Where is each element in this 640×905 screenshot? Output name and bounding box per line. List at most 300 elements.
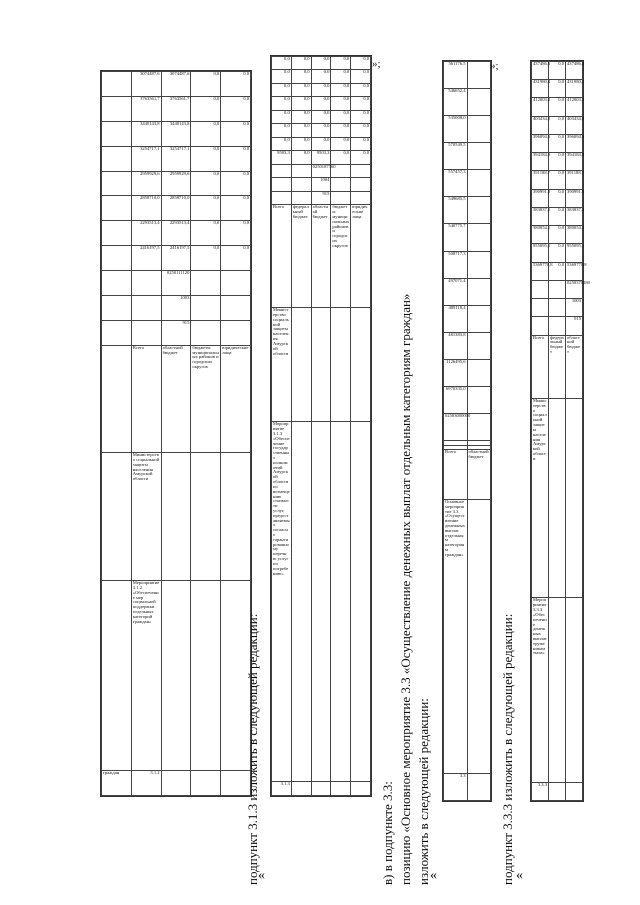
table-cell [102, 320, 132, 345]
table-cell: Министерство социальной защиты населения Амурской области [131, 453, 161, 581]
table-cell [467, 359, 491, 386]
table-fragment-333 [530, 60, 590, 802]
table-33 [443, 61, 491, 801]
table-cell: 0,0 [191, 146, 221, 171]
table-cell: 0,0 [351, 124, 371, 137]
table-cell [331, 782, 351, 796]
table-cell: 0,0 [221, 121, 251, 146]
table-cell: 9503,3 [311, 151, 331, 164]
table-cell [221, 271, 251, 296]
table-cell [102, 246, 132, 271]
table-cell: 1126495,6 [444, 359, 468, 386]
table-cell: 3.1.2 [131, 770, 161, 795]
table-cell: 0,0 [351, 83, 371, 96]
table-row [102, 271, 251, 296]
table-cell: 2293513,4 [131, 221, 161, 246]
table-cell [131, 296, 161, 321]
table-cell [291, 191, 311, 204]
table-cell: областной бюджет [566, 335, 583, 399]
table-cell: 0,0 [272, 137, 292, 150]
table-cell: областной бюджет [311, 205, 331, 308]
table-cell: 0,0 [351, 151, 371, 164]
table-cell: 0,0 [272, 83, 292, 96]
table-cell: Основное мероприятие 3.3 «Осуществление денежных выплат отдельным категориям граждан» [444, 499, 468, 773]
table-cell: 0,0 [549, 244, 566, 262]
table-cell: 3.1.3 [272, 782, 292, 796]
table-cell: 3763561,7 [161, 96, 191, 121]
table-cell: 5369770,8 [566, 262, 583, 280]
table-cell: 0,0 [549, 134, 566, 152]
table-cell: 403434,0 [532, 116, 549, 134]
table-row [532, 98, 583, 116]
table-cell [102, 72, 132, 97]
close-mark-1: »; [372, 58, 381, 70]
table-cell: 0,0 [272, 124, 292, 137]
table-cell: 0,0 [351, 110, 371, 123]
table-cell: 1003 [566, 299, 583, 317]
table-cell [351, 308, 371, 422]
table-cell [351, 782, 371, 796]
table-cell: 0,0 [191, 121, 221, 146]
table-cell: 3440143,8 [161, 121, 191, 146]
table-cell [331, 308, 351, 422]
table-cell: 0,0 [331, 110, 351, 123]
table-cell: 390991,8 [532, 189, 549, 207]
table-row [272, 164, 371, 177]
table-row [444, 414, 491, 441]
table-cell [291, 178, 311, 191]
table-cell: 9503,3 [272, 151, 292, 164]
table-cell: 0,0 [221, 146, 251, 171]
table-row [444, 197, 491, 224]
table-row [532, 189, 583, 207]
table-cell [549, 280, 566, 298]
table-cell: 0250111120 [161, 271, 191, 296]
table-row [272, 151, 371, 164]
table-cell: 0,0 [311, 70, 331, 83]
table-cell: 0,0 [191, 196, 221, 221]
table-cell [221, 453, 251, 581]
table-row [444, 305, 491, 332]
table-cell: 2416197,5 [161, 246, 191, 271]
table-cell [566, 399, 583, 598]
table-cell: федеральный бюджет [549, 335, 566, 399]
table-cell [467, 499, 491, 773]
table-cell [191, 581, 221, 771]
table-cell [549, 399, 566, 598]
table-cell [467, 116, 491, 143]
table-row [272, 137, 371, 150]
table-cell [331, 178, 351, 191]
table-cell: 383837,2 [566, 207, 583, 225]
table-cell: 0,0 [221, 221, 251, 246]
table-cell: 549685,5 [444, 197, 468, 224]
table-row [102, 171, 251, 196]
table-cell [191, 271, 221, 296]
table-row [444, 278, 491, 305]
table-cell: 0250187760 [311, 164, 331, 177]
table-cell: 2416197,5 [131, 246, 161, 271]
table-cell: 0,0 [221, 246, 251, 271]
table-cell: 394184,9 [566, 153, 583, 171]
table-cell [467, 89, 491, 116]
table-cell [311, 782, 331, 796]
table-cell: областной бюджет [467, 450, 491, 500]
table-cell: 0,0 [221, 196, 251, 221]
table-row [532, 262, 583, 280]
table-cell: 437486,6 [566, 62, 583, 80]
table-cell: юридические лица [351, 205, 371, 308]
table-cell: 0,0 [191, 96, 221, 121]
table-row [272, 191, 371, 204]
table-cell: 2959929,6 [131, 171, 161, 196]
table-cell [221, 320, 251, 345]
table-cell [102, 453, 132, 581]
table-cell [311, 308, 331, 422]
table-cell [291, 422, 311, 782]
table-cell [467, 386, 491, 413]
table-cell: 0,0 [549, 80, 566, 98]
table-cell: 2293513,4 [161, 221, 191, 246]
table-row [102, 221, 251, 246]
table-cell: 3074487,6 [161, 72, 191, 97]
table-cell: 557457,3 [444, 170, 468, 197]
table-cell: 0,0 [331, 124, 351, 137]
table-cell: 0,0 [291, 124, 311, 137]
table-cell [161, 453, 191, 581]
table-cell: Мероприятие 3.1.3 «Обеспечение государственных полномочий Амурской области по возмещению стоимости услуг, предоставляемых согласно гарантированному перечню услуг по погребению» [272, 422, 292, 782]
table-cell: 0,0 [351, 57, 371, 70]
table-cell: 0,0 [549, 62, 566, 80]
table-cell [102, 296, 132, 321]
table-row [444, 386, 491, 413]
table-cell [351, 191, 371, 204]
table-row [444, 62, 491, 89]
table-cell: 0,0 [549, 189, 566, 207]
table-cell [102, 196, 132, 221]
table-cell: 0,0 [549, 226, 566, 244]
table-cell [549, 782, 566, 800]
table-cell: 6970335,0 [444, 386, 468, 413]
table-fragment-33 [442, 60, 492, 802]
table-cell: 1003 [161, 296, 191, 321]
table-cell [549, 598, 566, 782]
table-cell: 0,0 [221, 72, 251, 97]
table-cell: 390991,8 [566, 189, 583, 207]
table-cell [102, 96, 132, 121]
table-cell: 540775,7 [444, 224, 468, 251]
table-cell: 0,0 [191, 72, 221, 97]
table-row [532, 399, 583, 598]
table-cell: 570549,5 [444, 143, 468, 170]
table-row [102, 320, 251, 345]
table-cell: 0,0 [351, 70, 371, 83]
table-cell: 02503000000 [444, 414, 468, 441]
table-cell: 0,0 [272, 57, 292, 70]
table-cell [191, 770, 221, 795]
table-row [102, 453, 251, 581]
table-row [102, 146, 251, 171]
table-313 [271, 56, 371, 796]
table-row [532, 134, 583, 152]
open-quote-3: « [516, 868, 523, 883]
table-row [444, 773, 491, 800]
table-cell [351, 422, 371, 782]
table-cell: 2959929,6 [161, 171, 191, 196]
table-cell: Всего [131, 345, 161, 452]
table-cell: 0,0 [311, 110, 331, 123]
table-cell: 0,0 [191, 221, 221, 246]
table-cell [102, 345, 132, 452]
table-cell: 955095,1 [532, 244, 549, 262]
table-cell: 3254717,1 [161, 146, 191, 171]
table-cell [221, 296, 251, 321]
table-cell: Министерство социальной защиты населения Амурской области [532, 399, 549, 598]
table-cell: 396094,6 [566, 134, 583, 152]
table-cell: 508717,3 [444, 251, 468, 278]
table-cell [467, 143, 491, 170]
heading-sub-v: в) в подпункте 3.3: [380, 781, 395, 885]
table-cell: 0,0 [549, 116, 566, 134]
table-cell [566, 598, 583, 782]
table-cell: 0,0 [311, 137, 331, 150]
table-cell: 412003,2 [532, 98, 549, 116]
table-cell [191, 296, 221, 321]
position-line: позицию «Основное мероприятие 3.3 «Осуществление денежных выплат отдельным категориям граждан» [398, 293, 413, 885]
table-cell: Мероприятие 3.1.2 «Обеспечение мер социальной поддержки отдельных категорий граждан» [131, 581, 161, 771]
table-row [102, 770, 251, 795]
table-row [532, 335, 583, 399]
table-cell [532, 317, 549, 335]
table-cell: 380054,1 [566, 226, 583, 244]
close-mark-2: »; [490, 60, 499, 72]
table-cell: 0,0 [311, 57, 331, 70]
table-cell: 0,0 [549, 207, 566, 225]
table-row [102, 246, 251, 271]
table-cell [532, 280, 549, 298]
table-row [272, 83, 371, 96]
table-cell [331, 191, 351, 204]
table-row [102, 72, 251, 97]
table-cell [131, 320, 161, 345]
table-cell: 2858710,0 [131, 196, 161, 221]
table-cell: 0,0 [549, 153, 566, 171]
table-row [272, 782, 371, 796]
table-cell: бюджеты муниципальных районов и городских округов [191, 345, 221, 452]
table-cell: 0,0 [191, 246, 221, 271]
table-cell [549, 317, 566, 335]
table-cell: 391188,7 [532, 171, 549, 189]
table-cell: 0,0 [331, 83, 351, 96]
table-cell: федеральный бюджет [291, 205, 311, 308]
table-cell: Мероприятие 3.3.3 «Обеспечение денежных выплат труженикам тыла» [532, 598, 549, 782]
table-cell: 0,0 [291, 70, 311, 83]
table-fragment-313 [270, 55, 372, 797]
table-cell [102, 146, 132, 171]
table-row [272, 70, 371, 83]
table-row [102, 196, 251, 221]
table-cell: 546652,4 [444, 89, 468, 116]
table-row [272, 57, 371, 70]
table-333 [531, 61, 590, 801]
table-cell [467, 332, 491, 359]
table-row [444, 89, 491, 116]
table-cell: граждан [102, 770, 132, 795]
open-quote-1: « [258, 868, 265, 883]
open-quote-2: « [430, 868, 437, 883]
table-row [444, 143, 491, 170]
table-row [102, 345, 251, 452]
table-cell: 915 [161, 320, 191, 345]
table-cell [272, 178, 292, 191]
table-cell: 383837,2 [532, 207, 549, 225]
table-cell [102, 171, 132, 196]
table-cell [291, 308, 311, 422]
table-cell: 0,0 [351, 97, 371, 110]
table-cell: 380054,1 [532, 226, 549, 244]
table-row [532, 299, 583, 317]
table-cell: 3440143,8 [131, 121, 161, 146]
table-cell [467, 278, 491, 305]
table-cell: 403434,0 [566, 116, 583, 134]
table-cell: 0,0 [331, 137, 351, 150]
table-row [532, 598, 583, 782]
table-cell: областной бюджет [161, 345, 191, 452]
table-row [532, 207, 583, 225]
table-cell: 5369770,8 [532, 262, 549, 280]
table-row [532, 80, 583, 98]
table-row [532, 317, 583, 335]
table-cell [467, 170, 491, 197]
table-cell: 391188,7 [566, 171, 583, 189]
table-row [532, 62, 583, 80]
table-cell: Всего [444, 450, 468, 500]
table-row [532, 244, 583, 262]
table-row [102, 296, 251, 321]
table-row [532, 116, 583, 134]
table-row [272, 97, 371, 110]
table-cell: 3.3 [444, 773, 468, 800]
table-cell: 0,0 [331, 97, 351, 110]
table-row [272, 178, 371, 191]
table-cell [102, 271, 132, 296]
table-row [272, 308, 371, 422]
table-cell: 0,0 [291, 137, 311, 150]
table-cell: 0,0 [221, 171, 251, 196]
table-cell: 497071,4 [444, 278, 468, 305]
table-cell: 3763561,7 [131, 96, 161, 121]
table-row [102, 96, 251, 121]
table-cell: 0,0 [311, 83, 331, 96]
table-cell: 437486,6 [532, 62, 549, 80]
table-row [272, 422, 371, 782]
table-cell: 0,0 [191, 171, 221, 196]
table-cell [549, 299, 566, 317]
table-cell: 412003,2 [566, 98, 583, 116]
table-cell: 1004 [311, 178, 331, 191]
table-row [444, 332, 491, 359]
table-cell [467, 414, 491, 441]
table-row [102, 121, 251, 146]
table-cell: 0,0 [272, 70, 292, 83]
table-cell: 915 [566, 317, 583, 335]
table-cell: 0,0 [291, 151, 311, 164]
table-cell: 0,0 [549, 262, 566, 280]
table-cell [467, 305, 491, 332]
table-cell: 0,0 [291, 57, 311, 70]
table-cell: 396094,6 [532, 134, 549, 152]
table-row [444, 359, 491, 386]
table-cell: 0,0 [272, 97, 292, 110]
table-cell: 915 [311, 191, 331, 204]
table-cell: 0,0 [291, 97, 311, 110]
table-row [444, 224, 491, 251]
table-cell: 3.3.3 [532, 782, 549, 800]
table-row [272, 205, 371, 308]
table-cell [272, 164, 292, 177]
table-cell [351, 164, 371, 177]
table-cell [467, 224, 491, 251]
table-cell: Всего [272, 205, 292, 308]
table-row [272, 110, 371, 123]
table-fragment-312 [100, 70, 252, 797]
table-cell [191, 320, 221, 345]
table-cell: 394184,9 [532, 153, 549, 171]
table-row [532, 226, 583, 244]
table-cell: 2858710,0 [161, 196, 191, 221]
table-cell [161, 770, 191, 795]
table-cell: 0,0 [351, 137, 371, 150]
table-row [532, 280, 583, 298]
table-cell: 955095,1 [566, 244, 583, 262]
table-cell: 431980,4 [566, 80, 583, 98]
table-cell: 561176,5 [444, 62, 468, 89]
table-cell: 0250370280 [566, 280, 583, 298]
table-row [532, 171, 583, 189]
table-cell: Министерство социальной защиты населения Амурской области [272, 308, 292, 422]
table-cell [161, 581, 191, 771]
table-cell [532, 299, 549, 317]
table-cell [467, 773, 491, 800]
table-cell: 0,0 [331, 151, 351, 164]
table-cell: 0,0 [549, 98, 566, 116]
table-cell [291, 164, 311, 177]
table-cell: 0,0 [331, 70, 351, 83]
table-cell [331, 422, 351, 782]
table-cell: 0,0 [549, 171, 566, 189]
table-cell: Всего [532, 335, 549, 399]
table-cell [131, 271, 161, 296]
table-cell: 0,0 [311, 124, 331, 137]
table-cell: 0,0 [331, 57, 351, 70]
table-row [444, 450, 491, 500]
table-row [532, 782, 583, 800]
table-cell: 535008,0 [444, 116, 468, 143]
table-row [102, 581, 251, 771]
table-cell [467, 197, 491, 224]
table-cell: 431980,4 [532, 80, 549, 98]
table-312 [101, 71, 251, 796]
table-cell: 489118,4 [444, 305, 468, 332]
table-cell [351, 178, 371, 191]
table-cell: юридические лица [221, 345, 251, 452]
heading-subitem-313: подпункт 3.1.3 изложить в следующей редакции: [245, 613, 260, 885]
table-cell [291, 782, 311, 796]
table-cell [272, 191, 292, 204]
table-row [272, 124, 371, 137]
table-cell [311, 422, 331, 782]
table-cell: 0,0 [272, 110, 292, 123]
